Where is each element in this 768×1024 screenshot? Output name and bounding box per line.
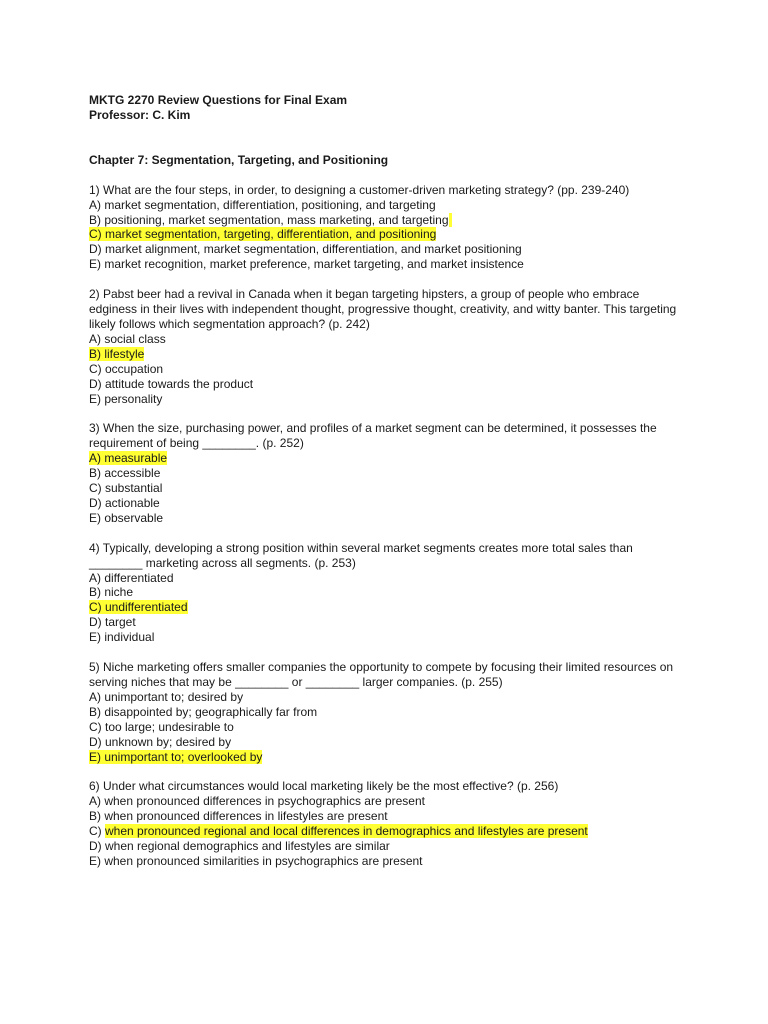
answer-option: A) market segmentation, differentiation, positioning, and targeting: [89, 197, 436, 212]
answer-option: E) market recognition, market preference, market targeting, and market insistence: [89, 257, 524, 272]
answer-option: D) unknown by; desired by: [89, 734, 232, 749]
question-4: [89, 541, 689, 645]
answer-option: B) accessible: [89, 466, 161, 481]
document-title: MKTG 2270 Review Questions for Final Exam: [89, 93, 348, 107]
answer-option-highlighted: [89, 750, 689, 765]
highlighted-answer: B) lifestyle: [89, 346, 145, 361]
answer-option: B) niche: [89, 585, 134, 600]
question-2: [89, 287, 689, 406]
highlighted-answer: A) measurable: [89, 451, 168, 466]
chapter-heading: Chapter 7: Segmentation, Targeting, and Positioning: [89, 152, 389, 167]
answer-option: [89, 213, 689, 228]
answer-option-highlighted: [89, 600, 689, 615]
answer-option: D) when regional demographics and lifestyles are similar: [89, 839, 390, 854]
answer-option: D) market alignment, market segmentation, differentiation, and market positioning: [89, 242, 522, 257]
answer-option: B) disappointed by; geographically far from: [89, 704, 318, 719]
option-letter: C): [89, 824, 105, 839]
answer-option: C) occupation: [89, 361, 164, 376]
question-stem: 2) Pabst beer had a revival in Canada when it began targeting hipsters, a group of people who embrace edginess in their lives with independent thought, progressive thought, creativity, and witty banter. This targeting likely follows which segmentation approach? (p. 242): [89, 287, 677, 331]
answer-option: E) individual: [89, 630, 155, 645]
question-stem: 4) Typically, developing a strong position within several market segments creates more total sales than ________ marketing across all segments. (p. 253): [89, 540, 633, 570]
answer-option: D) actionable: [89, 495, 160, 510]
highlighted-answer: when pronounced regional and local differences in demographics and lifestyles are present: [105, 824, 588, 839]
professor-name: Professor: C. Kim: [89, 107, 191, 122]
answer-option: E) observable: [89, 510, 164, 525]
answer-option: A) when pronounced differences in psychographics are present: [89, 794, 425, 809]
answer-option: E) personality: [89, 391, 163, 406]
answer-option: A) unimportant to; desired by: [89, 689, 244, 704]
answer-option-highlighted: [89, 347, 689, 362]
answer-option-highlighted: [89, 824, 689, 839]
highlighted-answer: C) undifferentiated: [89, 600, 188, 615]
answer-option: C) too large; undesirable to: [89, 719, 234, 734]
question-6: [89, 779, 689, 868]
highlight-mark: [449, 213, 452, 227]
document-page: [89, 93, 689, 869]
option-text: B) positioning, market segmentation, mass marketing, and targeting: [89, 212, 449, 227]
answer-option: B) when pronounced differences in lifestyles are present: [89, 809, 388, 824]
answer-option: C) substantial: [89, 481, 163, 496]
question-5: [89, 660, 689, 764]
question-1: [89, 183, 689, 272]
answer-option: D) attitude towards the product: [89, 376, 254, 391]
answer-option: A) differentiated: [89, 570, 174, 585]
answer-option-highlighted: [89, 227, 689, 242]
question-stem: 6) Under what circumstances would local marketing likely be the most effective? (p. 256): [89, 779, 559, 794]
question-stem: 3) When the size, purchasing power, and profiles of a market segment can be determined, it possesses the requirement of being ________. (p. 252): [89, 421, 657, 451]
highlighted-answer: E) unimportant to; overlooked by: [89, 749, 263, 764]
question-stem: 1) What are the four steps, in order, to designing a customer-driven marketing strategy? (pp. 239-240): [89, 182, 630, 197]
answer-option: D) target: [89, 615, 136, 630]
highlighted-answer: C) market segmentation, targeting, differentiation, and positioning: [89, 227, 437, 242]
question-3: [89, 421, 689, 525]
question-stem: 5) Niche marketing offers smaller companies the opportunity to compete by focusing their limited resources on serving niches that may be ________ or ________ larger companies. (p. 255): [89, 660, 674, 689]
answer-option: A) social class: [89, 331, 166, 346]
answer-option: E) when pronounced similarities in psychographics are present: [89, 853, 423, 868]
answer-option-highlighted: [89, 451, 689, 466]
